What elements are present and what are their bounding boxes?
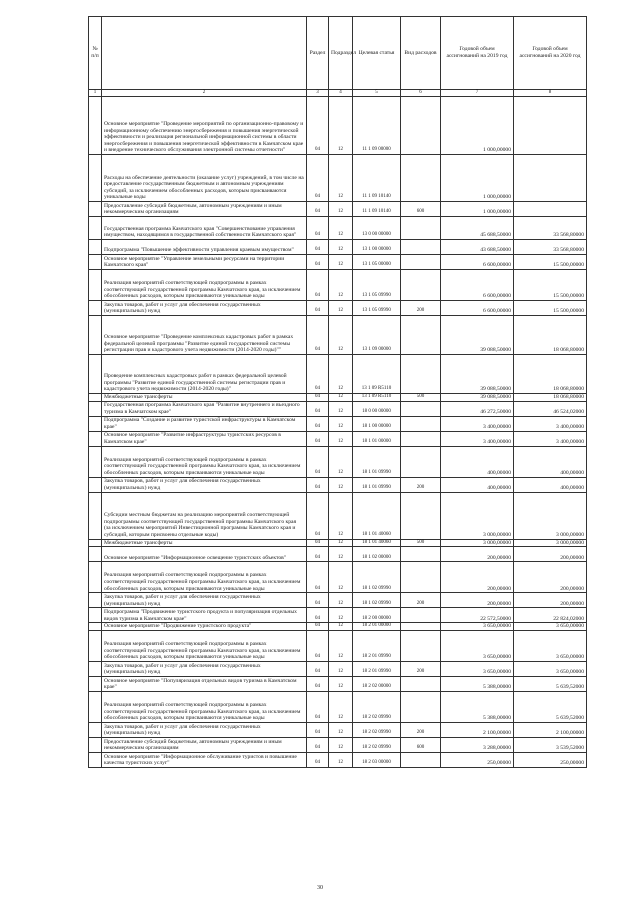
cell-target-article: 18 2 01 09990 [353,661,401,676]
cell-num [89,155,102,202]
cell-volume-2020: 3 400,00000 [514,416,587,431]
header-exptype: Вид расходов [401,17,441,90]
cell-volume-2019: 3 650,00000 [441,661,514,676]
cell-volume-2019: 39 088,50000 [441,355,514,394]
table-row [89,691,587,722]
cell-expense-type [401,492,441,539]
cell-name: Подпрограмма "Повышение эффективности управления краевым имуществом" [102,240,307,255]
colnum: 1 [89,90,102,97]
cell-num [89,202,102,217]
cell-subsection: 12 [329,608,353,623]
cell-subsection: 12 [329,240,353,255]
cell-target-article: 18 1 01 09990 [353,446,401,477]
cell-subsection: 12 [329,547,353,562]
cell-num [89,661,102,676]
cell-volume-2019: 3 000,00000 [441,492,514,539]
cell-num [89,217,102,240]
cell-volume-2019: 1 000,00000 [441,155,514,202]
cell-num [89,691,102,722]
cell-subsection: 12 [329,752,353,767]
cell-expense-type [401,316,441,355]
table-row [89,401,587,416]
cell-expense-type [401,630,441,661]
cell-volume-2019: 2 100,00000 [441,722,514,737]
cell-section: 04 [307,394,329,402]
cell-num [89,255,102,270]
cell-volume-2020: 3 650,00000 [514,623,587,631]
cell-target-article: 18 1 01 09990 [353,477,401,492]
cell-name: Основное мероприятие "Продвижение туристского продукта" [102,623,307,631]
cell-target-article: 13 0 00 00000 [353,217,401,240]
cell-expense-type: 600 [401,737,441,752]
table-row [89,608,587,623]
cell-volume-2019: 5 388,00000 [441,691,514,722]
cell-section: 04 [307,355,329,394]
cell-subsection: 12 [329,722,353,737]
cell-expense-type [401,255,441,270]
cell-num [89,752,102,767]
cell-volume-2019: 6 600,00000 [441,301,514,316]
cell-expense-type: 200 [401,477,441,492]
cell-section: 04 [307,202,329,217]
cell-target-article: 11 1 09 10140 [353,202,401,217]
header-num: № п/п [89,17,102,90]
cell-section: 04 [307,608,329,623]
cell-section: 04 [307,97,329,155]
cell-volume-2020 [514,155,587,202]
cell-expense-type: 200 [401,722,441,737]
table-row [89,562,587,593]
cell-section: 04 [307,240,329,255]
cell-num [89,316,102,355]
cell-section: 04 [307,255,329,270]
header-section: Раздел [307,17,329,90]
cell-expense-type: 200 [401,301,441,316]
cell-target-article: 18 1 01 00000 [353,431,401,446]
cell-name: Основное мероприятие "Проведение мероприятий по организационно-правовому и информационному обеспечению энергосбережения и повышения энергетической эффективности и реализация региональной информационной системы в области энергосбережения и повышения энергетической эффективности в Камчатском крае и внедрение технического обслуживания электронной системы отчетности" [102,97,307,155]
cell-section: 04 [307,691,329,722]
cell-expense-type [401,355,441,394]
cell-volume-2019: 3 400,00000 [441,431,514,446]
cell-name: Предоставление субсидий бюджетным, автономным учреждениям и иным некоммерческим организациям [102,737,307,752]
header-subsection: Подраздел [329,17,353,90]
cell-expense-type [401,562,441,593]
cell-volume-2019: 3 650,00000 [441,630,514,661]
cell-volume-2019: 46 272,50000 [441,401,514,416]
cell-volume-2020: 3 650,00000 [514,661,587,676]
cell-subsection: 12 [329,270,353,301]
cell-volume-2019: 45 688,50000 [441,217,514,240]
column-number-row [89,90,587,97]
cell-target-article: 18 2 01 00000 [353,623,401,631]
cell-subsection: 12 [329,661,353,676]
cell-num [89,477,102,492]
cell-volume-2019: 43 688,50000 [441,240,514,255]
cell-expense-type [401,431,441,446]
cell-subsection: 12 [329,416,353,431]
cell-section: 04 [307,316,329,355]
cell-num [89,562,102,593]
cell-expense-type: 500 [401,394,441,402]
table-row [89,255,587,270]
header-vol2019: Годовой объем ассигнований на 2019 год [441,17,514,90]
cell-subsection: 12 [329,676,353,691]
cell-num [89,623,102,631]
cell-subsection: 12 [329,623,353,631]
cell-volume-2020: 200,00000 [514,547,587,562]
cell-name: Реализация мероприятий соответствующей подпрограммы в рамках соответствующей государственной программы Камчатского края, за исключением обособленных расходов, которым присваиваются уникальные коды [102,691,307,722]
cell-name: Закупка товаров, работ и услуг для обеспечения государственных (муниципальных) нужд [102,722,307,737]
cell-subsection: 12 [329,97,353,155]
cell-volume-2020: 15 500,00000 [514,270,587,301]
cell-section: 04 [307,547,329,562]
cell-subsection: 12 [329,301,353,316]
cell-section: 04 [307,661,329,676]
table-row [89,355,587,394]
cell-num [89,401,102,416]
cell-expense-type [401,608,441,623]
table-row [89,446,587,477]
cell-subsection: 12 [329,316,353,355]
cell-section: 04 [307,676,329,691]
cell-subsection: 12 [329,155,353,202]
cell-expense-type: 200 [401,593,441,608]
cell-target-article: 11 1 09 00000 [353,97,401,155]
cell-expense-type: 200 [401,661,441,676]
table-row [89,492,587,539]
cell-target-article: 18 2 02 09990 [353,691,401,722]
cell-name: Основное мероприятие "Управление земельными ресурсами на территории Камчатского края" [102,255,307,270]
cell-section: 04 [307,416,329,431]
cell-volume-2020 [514,97,587,155]
cell-name: Субсидии местным бюджетам на реализацию мероприятий соответствующей подпрограммы соответствующей государственной программы Камчатского края (за исключением мероприятий Инвестиционной программы Камчатского края и субсидий, которым присвоены отдельные коды) [102,492,307,539]
header-vol2020: Годовой объем ассигнований на 2020 год [514,17,587,90]
cell-name: Реализация мероприятий соответствующей подпрограммы в рамках соответствующей государственной программы Камчатского края, за исключением обособленных расходов, которым присваиваются уникальные коды [102,446,307,477]
colnum: 8 [514,90,587,97]
table-row [89,630,587,661]
cell-expense-type [401,155,441,202]
cell-num [89,492,102,539]
cell-target-article: 18 1 01 40060 [353,492,401,539]
cell-target-article: 18 1 00 00000 [353,416,401,431]
cell-target-article: 13 1 00 00000 [353,240,401,255]
cell-target-article: 13 1 05 09990 [353,270,401,301]
cell-volume-2019: 3 000,00000 [441,539,514,547]
cell-volume-2020: 3 650,00000 [514,630,587,661]
cell-target-article: 13 1 05 00000 [353,255,401,270]
cell-name: Расходы на обеспечение деятельности (оказание услуг) учреждений, в том числе на предоставление государственным бюджетным и автономным учреждениям субсидий, за исключением обособленных расходов, которым присваиваются уникальные коды [102,155,307,202]
cell-volume-2020: 46 524,02000 [514,401,587,416]
table-row [89,155,587,202]
cell-volume-2019: 22 572,50000 [441,608,514,623]
cell-expense-type [401,240,441,255]
colnum: 3 [307,90,329,97]
cell-name: Закупка товаров, работ и услуг для обеспечения государственных (муниципальных) нужд [102,661,307,676]
cell-expense-type [401,401,441,416]
cell-section: 04 [307,301,329,316]
cell-subsection: 12 [329,492,353,539]
cell-volume-2020: 22 824,02000 [514,608,587,623]
cell-section: 04 [307,155,329,202]
cell-expense-type [401,547,441,562]
cell-volume-2019: 1 000,00000 [441,97,514,155]
cell-expense-type [401,623,441,631]
cell-volume-2020: 3 539,52000 [514,737,587,752]
cell-num [89,630,102,661]
cell-target-article: 18 1 01 40060 [353,539,401,547]
colnum: 6 [401,90,441,97]
cell-num [89,722,102,737]
table-row [89,623,587,631]
cell-target-article: 18 2 02 09990 [353,737,401,752]
cell-target-article: 18 2 00 00000 [353,608,401,623]
cell-subsection: 12 [329,446,353,477]
cell-name: Закупка товаров, работ и услуг для обеспечения государственных (муниципальных) нужд [102,301,307,316]
cell-name: Основное мероприятие "Проведение комплексных кадастровых работ в рамках федеральной целевой программы "Развитие единой государственной системы регистрации прав и кадастрового учета недвижимости (2014-2020 годы)"" [102,316,307,355]
cell-expense-type [401,416,441,431]
cell-volume-2020 [514,202,587,217]
cell-volume-2020: 250,00000 [514,752,587,767]
cell-num [89,240,102,255]
cell-num [89,431,102,446]
cell-num [89,608,102,623]
table-row [89,431,587,446]
cell-num [89,539,102,547]
cell-section: 04 [307,593,329,608]
cell-volume-2019: 3 288,00000 [441,737,514,752]
cell-section: 04 [307,752,329,767]
cell-num [89,270,102,301]
cell-target-article: 13 1 05 09990 [353,301,401,316]
cell-target-article: 18 2 03 00000 [353,752,401,767]
table-header-row [89,17,587,90]
table-row [89,270,587,301]
cell-subsection: 12 [329,431,353,446]
table-row [89,722,587,737]
cell-expense-type [401,446,441,477]
cell-expense-type [401,217,441,240]
cell-volume-2020: 33 568,80000 [514,240,587,255]
cell-subsection: 12 [329,401,353,416]
cell-volume-2019: 200,00000 [441,562,514,593]
cell-volume-2020: 18 068,80000 [514,394,587,402]
cell-name: Основное мероприятие "Информационное обслуживание туристов и повышение качества туристских услуг" [102,752,307,767]
cell-volume-2019: 5 388,00000 [441,676,514,691]
cell-volume-2020: 5 639,52000 [514,676,587,691]
colnum: 5 [353,90,401,97]
cell-expense-type [401,270,441,301]
cell-volume-2019: 39 088,50000 [441,394,514,402]
cell-target-article: 18 0 00 00000 [353,401,401,416]
cell-section: 04 [307,270,329,301]
cell-name: Проведение комплексных кадастровых работ в рамках федеральной целевой программы "Развитие единой государственной системы регистрации прав и кадастрового учета недвижимости (2014-2020 годы)" [102,355,307,394]
table-row [89,202,587,217]
cell-name: Подпрограмма "Создание и развитие туристской инфраструктуры в Камчатском крае" [102,416,307,431]
colnum: 7 [441,90,514,97]
page-number: 30 [317,885,323,891]
cell-num [89,301,102,316]
cell-expense-type [401,752,441,767]
cell-target-article: 11 1 09 10140 [353,155,401,202]
colnum: 2 [102,90,307,97]
cell-subsection: 12 [329,477,353,492]
table-row [89,676,587,691]
table-row [89,547,587,562]
cell-num [89,446,102,477]
cell-name: Государственная программа Камчатского края "Совершенствование управления имуществом, находящимся в государственной собственности Камчатского края" [102,217,307,240]
header-target: Целевая статья [353,17,401,90]
cell-expense-type: 600 [401,202,441,217]
cell-name: Закупка товаров, работ и услуг для обеспечения государственных (муниципальных) нужд [102,477,307,492]
cell-volume-2019: 400,00000 [441,446,514,477]
table-row [89,394,587,402]
cell-section: 04 [307,737,329,752]
table-row [89,752,587,767]
cell-name: Государственная программа Камчатского края "Развитие внутреннего и въездного туризма в Камчатском крае" [102,401,307,416]
cell-section: 04 [307,539,329,547]
cell-section: 04 [307,492,329,539]
cell-volume-2019: 1 000,00000 [441,202,514,217]
cell-subsection: 12 [329,593,353,608]
cell-section: 04 [307,623,329,631]
cell-subsection: 12 [329,394,353,402]
cell-volume-2020: 400,00000 [514,477,587,492]
cell-volume-2019: 250,00000 [441,752,514,767]
cell-name: Реализация мероприятий соответствующей подпрограммы в рамках соответствующей государственной программы Камчатского края, за исключением обособленных расходов, которым присваиваются уникальные коды [102,630,307,661]
cell-subsection: 12 [329,737,353,752]
cell-target-article: 13 1 09 R5110 [353,394,401,402]
cell-target-article: 18 1 02 09990 [353,562,401,593]
cell-target-article: 18 2 02 00000 [353,676,401,691]
cell-volume-2020: 200,00000 [514,593,587,608]
cell-expense-type [401,676,441,691]
table-row [89,539,587,547]
cell-volume-2020: 2 100,00000 [514,722,587,737]
cell-expense-type [401,691,441,722]
cell-section: 04 [307,446,329,477]
table-row [89,477,587,492]
cell-volume-2019: 39 088,50000 [441,316,514,355]
table-row [89,316,587,355]
cell-expense-type: 500 [401,539,441,547]
cell-target-article: 18 2 02 09990 [353,722,401,737]
cell-volume-2019: 200,00000 [441,593,514,608]
table-row [89,737,587,752]
cell-section: 04 [307,630,329,661]
cell-volume-2019: 6 600,00000 [441,255,514,270]
cell-name: Основное мероприятие "Развитие инфраструктуры туристских ресурсов в Камчатском крае" [102,431,307,446]
cell-section: 04 [307,431,329,446]
table-row [89,217,587,240]
cell-name: Межбюджетные трансферты [102,539,307,547]
cell-target-article: 18 2 01 09990 [353,630,401,661]
cell-section: 04 [307,477,329,492]
table-row [89,661,587,676]
cell-volume-2020: 3 000,00000 [514,492,587,539]
table-row [89,301,587,316]
cell-num [89,97,102,155]
colnum: 4 [329,90,353,97]
cell-target-article: 13 1 09 R5110 [353,355,401,394]
cell-volume-2019: 3 650,00000 [441,623,514,631]
cell-target-article: 18 1 02 00000 [353,547,401,562]
table-row [89,97,587,155]
cell-volume-2020: 3 000,00000 [514,539,587,547]
cell-subsection: 12 [329,562,353,593]
cell-volume-2020: 18 068,80000 [514,355,587,394]
cell-subsection: 12 [329,630,353,661]
cell-name: Реализация мероприятий соответствующей подпрограммы в рамках соответствующей государственной программы Камчатского края, за исключением обособленных расходов, которым присваиваются уникальные коды [102,270,307,301]
cell-volume-2020: 400,00000 [514,446,587,477]
cell-name: Основное мероприятие "Популяризация отдельных видов туризма в Камчатском крае" [102,676,307,691]
cell-target-article: 13 1 09 00000 [353,316,401,355]
cell-name: Межбюджетные трансферты [102,394,307,402]
cell-volume-2020: 15 500,00000 [514,255,587,270]
cell-subsection: 12 [329,255,353,270]
cell-section: 04 [307,401,329,416]
cell-num [89,355,102,394]
cell-volume-2020: 5 639,52000 [514,691,587,722]
header-name [102,17,307,90]
cell-volume-2020: 33 568,80000 [514,217,587,240]
cell-num [89,394,102,402]
table-row [89,593,587,608]
budget-table [88,16,587,768]
cell-volume-2019: 200,00000 [441,547,514,562]
table-row [89,240,587,255]
cell-volume-2019: 3 400,00000 [441,416,514,431]
cell-volume-2019: 400,00000 [441,477,514,492]
cell-subsection: 12 [329,355,353,394]
table-row [89,416,587,431]
cell-volume-2020: 15 500,00000 [514,301,587,316]
cell-name: Подпрограмма "Продвижение туристского продукта и популяризация отдельных видов туризма в Камчатском крае" [102,608,307,623]
cell-num [89,547,102,562]
cell-name: Предоставление субсидий бюджетным, автономным учреждениям и иным некоммерческим организациям [102,202,307,217]
budget-table-sheet [88,16,586,768]
cell-volume-2020: 200,00000 [514,562,587,593]
cell-subsection: 12 [329,691,353,722]
cell-section: 04 [307,217,329,240]
cell-volume-2020: 3 400,00000 [514,431,587,446]
cell-subsection: 12 [329,217,353,240]
cell-section: 04 [307,722,329,737]
cell-num [89,416,102,431]
cell-name: Реализация мероприятий соответствующей подпрограммы в рамках соответствующей государственной программы Камчатского края, за исключением обособленных расходов, которым присваиваются уникальные коды [102,562,307,593]
cell-subsection: 12 [329,539,353,547]
cell-name: Закупка товаров, работ и услуг для обеспечения государственных (муниципальных) нужд [102,593,307,608]
cell-target-article: 18 1 02 09990 [353,593,401,608]
cell-volume-2019: 6 600,00000 [441,270,514,301]
cell-expense-type [401,97,441,155]
cell-section: 04 [307,562,329,593]
cell-num [89,737,102,752]
cell-num [89,676,102,691]
cell-num [89,593,102,608]
cell-volume-2020: 18 068,80000 [514,316,587,355]
cell-name: Основное мероприятие "Информационное освещение туристских объектов" [102,547,307,562]
cell-subsection: 12 [329,202,353,217]
